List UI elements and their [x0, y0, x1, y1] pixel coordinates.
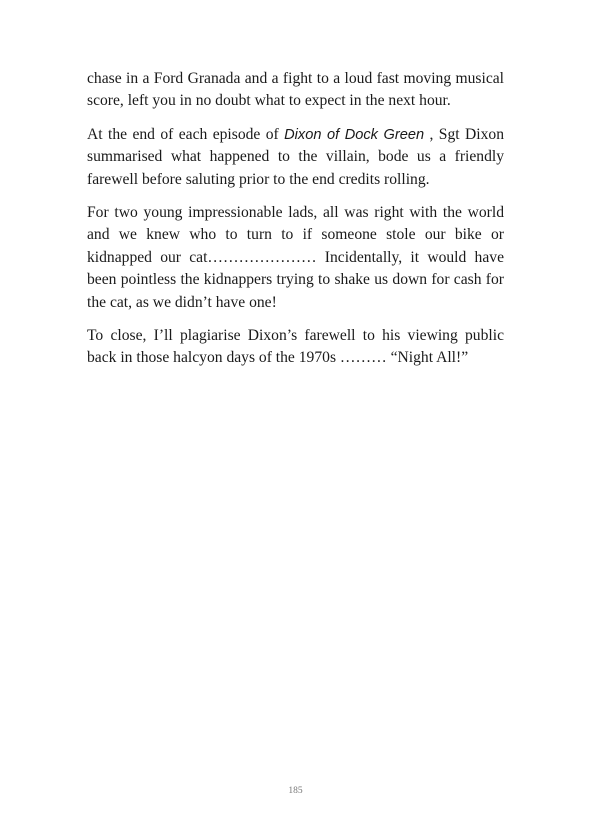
show-title: Dixon of Dock Green: [284, 126, 425, 143]
paragraph-2-rest: , Sgt Dixon summarised what happened to the villain, bode us a friendly farewell before saluting prior to the end credits rolling.: [87, 125, 504, 188]
paragraph-2: [87, 124, 504, 191]
page-number: 185: [288, 786, 303, 796]
paragraph-4: To close, I’ll plagiarise Dixon’s farewell to his viewing public back in those halcyon days of the 1970s ……… “Night All!”: [87, 327, 504, 367]
paragraph-3: For two young impressionable lads, all was right with the world and we knew who to turn to if someone stole our bike or kidnapped our cat………………… Incidentally, it would have been pointless the kidnappers trying to shake us down for cash for the cat, as we didn’t have one!: [87, 204, 504, 311]
paragraph-1: chase in a Ford Granada and a fight to a loud fast moving musical score, left you in no doubt what to expect in the next hour.: [87, 70, 504, 110]
body-text: [87, 68, 504, 381]
paragraph-2-lead: At the end of each episode of: [87, 125, 285, 143]
